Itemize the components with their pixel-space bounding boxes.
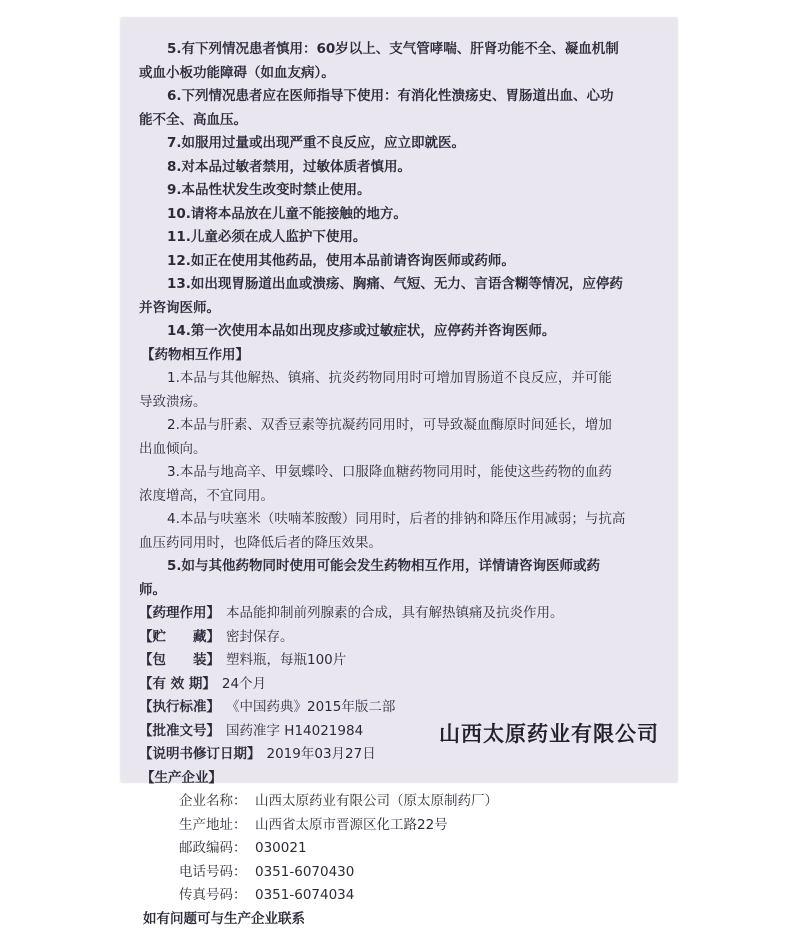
- precaution-line: 12.如正在使用其他药品，使用本品前请咨询医师或药师。: [139, 250, 673, 274]
- manufacturer-row: [139, 837, 673, 861]
- validity-value: 24个月: [216, 673, 266, 697]
- manufacturer-row: [139, 790, 673, 814]
- package-row: [139, 649, 673, 673]
- interaction-line: 血压药同用时，也降低后者的降压效果。: [139, 532, 673, 556]
- manufacturer-heading: 【生产企业】: [139, 767, 673, 791]
- manufacturer-value: 030021: [255, 840, 307, 856]
- precaution-line: 11.儿童必须在成人监护下使用。: [139, 226, 673, 250]
- interaction-line: 师。: [139, 579, 673, 603]
- leaflet-page: [121, 18, 677, 782]
- revision-label: 【说明书修订日期】: [139, 743, 261, 767]
- contact-note: 如有问题可与生产企业联系: [139, 908, 673, 931]
- manufacturer-value: 0351-6074034: [255, 887, 354, 903]
- precaution-line: 或血小板功能障碍（如血友病）。: [139, 62, 673, 86]
- precaution-line: 6.下列情况患者应在医师指导下使用：有消化性溃疡史、胃肠道出血、心功: [139, 85, 673, 109]
- interaction-line: 5.如与其他药物同时使用可能会发生药物相互作用，详情请咨询医师或药: [139, 555, 673, 579]
- precaution-line: 10.请将本品放在儿童不能接触的地方。: [139, 203, 673, 227]
- interaction-line: 3.本品与地高辛、甲氨蝶呤、口服降血糖药物同用时，能使这些药物的血药: [139, 461, 673, 485]
- manufacturer-label: 邮政编码：: [179, 837, 255, 861]
- interactions-heading: 【药物相互作用】: [139, 344, 673, 368]
- precaution-line: 9.本品性状发生改变时禁止使用。: [139, 179, 673, 203]
- precaution-line: 7.如服用过量或出现严重不良反应，应立即就医。: [139, 132, 673, 156]
- interaction-line: 1.本品与其他解热、镇痛、抗炎药物同用时可增加胃肠道不良反应，并可能: [139, 367, 673, 391]
- interaction-line: 出血倾向。: [139, 438, 673, 462]
- manufacturer-value: 山西省太原市晋源区化工路22号: [255, 817, 448, 833]
- manufacturer-label: 企业名称：: [179, 790, 255, 814]
- interaction-line: 4.本品与呋塞米（呋喃苯胺酸）同用时，后者的排钠和降压作用减弱；与抗高: [139, 508, 673, 532]
- interaction-line: 导致溃疡。: [139, 391, 673, 415]
- manufacturer-row: [139, 884, 673, 908]
- leaflet-content: [139, 38, 673, 931]
- manufacturer-row: [139, 861, 673, 885]
- manufacturer-label: 生产地址：: [179, 814, 255, 838]
- precaution-line: 13.如出现胃肠道出血或溃疡、胸痛、气短、无力、言语含糊等情况，应停药: [139, 273, 673, 297]
- storage-value: 密封保存。: [220, 626, 294, 650]
- interaction-line: 2.本品与肝素、双香豆素等抗凝药同用时，可导致凝血酶原时间延长，增加: [139, 414, 673, 438]
- validity-label: 【有 效 期】: [139, 673, 216, 697]
- storage-label: 【贮 藏】: [139, 626, 220, 650]
- standard-row: [139, 696, 673, 720]
- precaution-line: 5.有下列情况患者慎用：60岁以上、支气管哮喘、肝肾功能不全、凝血机制: [139, 38, 673, 62]
- manufacturer-row: [139, 814, 673, 838]
- manufacturer-value: 山西太原药业有限公司（原太原制药厂）: [255, 793, 498, 809]
- manufacturer-label: 电话号码：: [179, 861, 255, 885]
- precaution-line: 14.第一次使用本品如出现皮疹或过敏症状，应停药并咨询医师。: [139, 320, 673, 344]
- company-name-footer: 山西太原药业有限公司: [439, 718, 659, 748]
- package-value: 塑料瓶，每瓶100片: [220, 649, 346, 673]
- package-label: 【包 装】: [139, 649, 220, 673]
- manufacturer-label: 传真号码：: [179, 884, 255, 908]
- approval-label: 【批准文号】: [139, 720, 220, 744]
- storage-row: [139, 626, 673, 650]
- manufacturer-value: 0351-6070430: [255, 864, 354, 880]
- approval-value: 国药准字 H14021984: [220, 720, 363, 744]
- pharmacology-label: 【药理作用】: [139, 602, 220, 626]
- interaction-line: 浓度增高，不宜同用。: [139, 485, 673, 509]
- precaution-line: 能不全、高血压。: [139, 109, 673, 133]
- pharmacology-value: 本品能抑制前列腺素的合成，具有解热镇痛及抗炎作用。: [220, 602, 564, 626]
- standard-label: 【执行标准】: [139, 696, 220, 720]
- validity-row: [139, 673, 673, 697]
- standard-value: 《中国药典》2015年版二部: [220, 696, 395, 720]
- pharmacology-row: [139, 602, 673, 626]
- revision-value: 2019年03月27日: [261, 743, 376, 767]
- precaution-line: 8.对本品过敏者禁用，过敏体质者慎用。: [139, 156, 673, 180]
- precaution-line: 并咨询医师。: [139, 297, 673, 321]
